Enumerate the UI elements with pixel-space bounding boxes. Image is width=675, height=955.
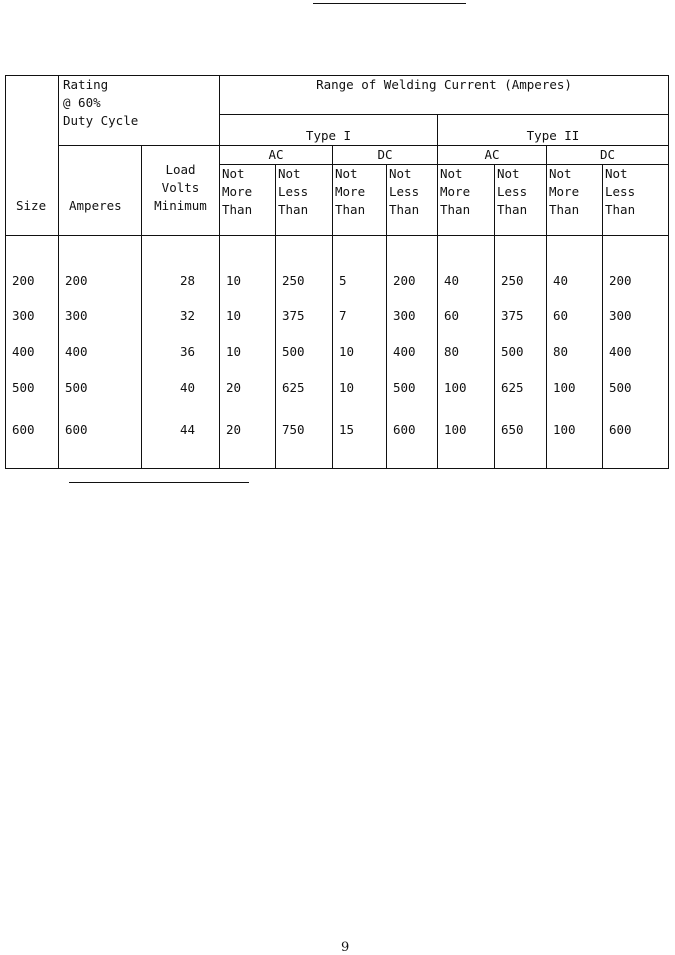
type-i-dc-header: DC [333, 146, 438, 165]
amperes-cell: 300 [59, 298, 142, 334]
t2-ac-more-cell: 60 [438, 298, 495, 334]
t1-dc-less-cell: 400 [387, 334, 438, 370]
t2-dc-not-less-header: Not Less Than [603, 165, 669, 236]
t2-dc-less-cell: 600 [603, 406, 669, 469]
range-header: Range of Welding Current (Amperes) [220, 76, 669, 115]
t1-dc-more-cell: 5 [333, 236, 387, 299]
t2-dc-less-cell: 200 [603, 236, 669, 299]
t2-ac-not-less-header: Not Less Than [495, 165, 547, 236]
t2-ac-more-cell: 100 [438, 370, 495, 406]
t2-ac-less-cell: 500 [495, 334, 547, 370]
welding-current-table [5, 75, 669, 469]
size-cell: 600 [6, 406, 59, 469]
t2-dc-more-cell: 60 [547, 298, 603, 334]
t1-ac-less-cell: 500 [276, 334, 333, 370]
bottom-section-rule [69, 482, 249, 483]
load-volts-cell: 28 [142, 236, 220, 299]
t1-ac-more-cell: 20 [220, 370, 276, 406]
t2-ac-less-cell: 650 [495, 406, 547, 469]
type-ii-dc-header: DC [547, 146, 669, 165]
t2-ac-more-cell: 80 [438, 334, 495, 370]
load-volts-cell: 32 [142, 298, 220, 334]
t2-dc-less-cell: 400 [603, 334, 669, 370]
t2-ac-less-cell: 375 [495, 298, 547, 334]
t1-dc-less-cell: 500 [387, 370, 438, 406]
table-row [6, 236, 669, 299]
type-i-ac-header: AC [220, 146, 333, 165]
size-cell: 500 [6, 370, 59, 406]
t2-dc-more-cell: 100 [547, 406, 603, 469]
t1-dc-more-cell: 15 [333, 406, 387, 469]
amperes-cell: 200 [59, 236, 142, 299]
t2-ac-less-cell: 250 [495, 236, 547, 299]
type-ii-header: Type II [438, 115, 669, 146]
t2-dc-more-cell: 100 [547, 370, 603, 406]
t1-ac-less-cell: 250 [276, 236, 333, 299]
t1-ac-more-cell: 10 [220, 334, 276, 370]
table-row [6, 406, 669, 469]
t2-ac-more-cell: 40 [438, 236, 495, 299]
t1-ac-less-cell: 625 [276, 370, 333, 406]
size-cell: 300 [6, 298, 59, 334]
t1-dc-more-cell: 10 [333, 334, 387, 370]
t1-ac-more-cell: 10 [220, 236, 276, 299]
t2-dc-more-cell: 80 [547, 334, 603, 370]
page-number: 9 [341, 940, 350, 955]
load-volts-header: Load Volts Minimum [142, 146, 220, 236]
table-row [6, 370, 669, 406]
t2-dc-not-more-header: Not More Than [547, 165, 603, 236]
t1-ac-more-cell: 10 [220, 298, 276, 334]
amperes-cell: 400 [59, 334, 142, 370]
t1-dc-less-cell: 300 [387, 298, 438, 334]
t2-dc-more-cell: 40 [547, 236, 603, 299]
t1-dc-not-more-header: Not More Than [333, 165, 387, 236]
size-header: Size [6, 76, 59, 236]
amperes-cell: 600 [59, 406, 142, 469]
t1-dc-not-less-header: Not Less Than [387, 165, 438, 236]
size-cell: 400 [6, 334, 59, 370]
rating-header: Rating @ 60% Duty Cycle [59, 76, 220, 146]
t1-ac-less-cell: 375 [276, 298, 333, 334]
table-row [6, 298, 669, 334]
table-row [6, 334, 669, 370]
size-cell: 200 [6, 236, 59, 299]
t2-dc-less-cell: 500 [603, 370, 669, 406]
amperes-cell: 500 [59, 370, 142, 406]
amperes-header: Amperes [59, 146, 142, 236]
type-i-header: Type I [220, 115, 438, 146]
t1-dc-more-cell: 10 [333, 370, 387, 406]
load-volts-cell: 40 [142, 370, 220, 406]
t1-ac-not-more-header: Not More Than [220, 165, 276, 236]
t1-dc-less-cell: 600 [387, 406, 438, 469]
type-ii-ac-header: AC [438, 146, 547, 165]
t2-ac-less-cell: 625 [495, 370, 547, 406]
t1-ac-not-less-header: Not Less Than [276, 165, 333, 236]
t1-dc-less-cell: 200 [387, 236, 438, 299]
t2-dc-less-cell: 300 [603, 298, 669, 334]
t2-ac-not-more-header: Not More Than [438, 165, 495, 236]
load-volts-cell: 44 [142, 406, 220, 469]
t1-ac-less-cell: 750 [276, 406, 333, 469]
t1-ac-more-cell: 20 [220, 406, 276, 469]
top-section-rule [313, 3, 466, 4]
load-volts-cell: 36 [142, 334, 220, 370]
t1-dc-more-cell: 7 [333, 298, 387, 334]
t2-ac-more-cell: 100 [438, 406, 495, 469]
